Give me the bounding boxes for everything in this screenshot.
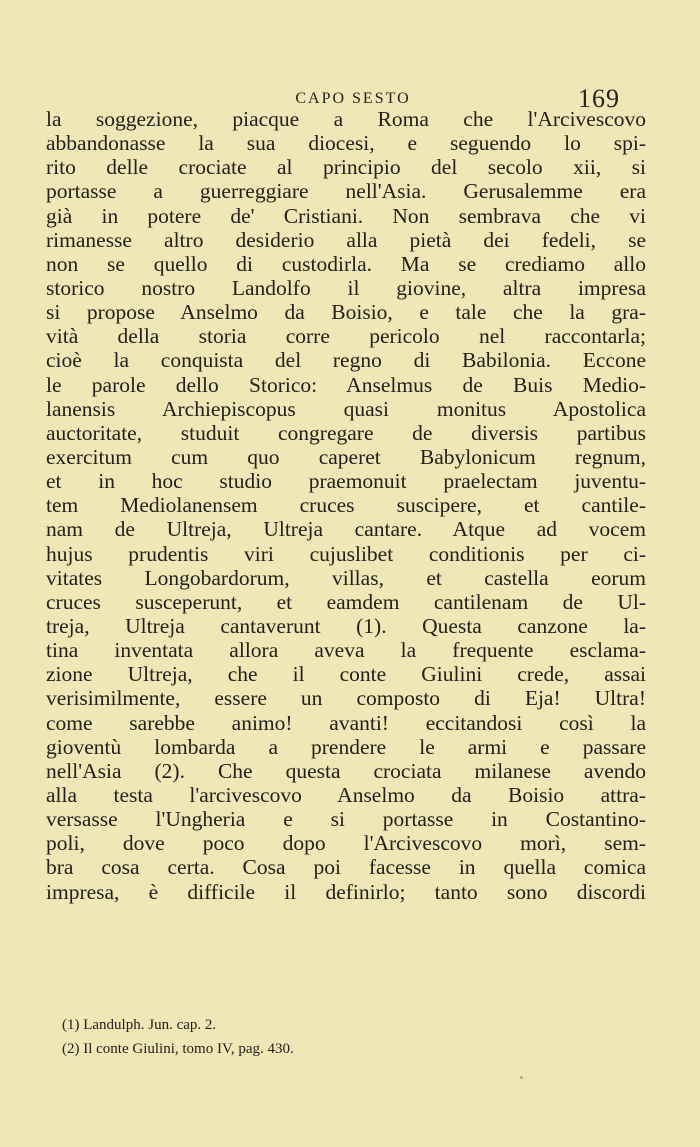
text-line: cioè la conquista del regno di Babilonia. Eccone (46, 348, 646, 373)
text-line: zione Ultreja, che il conte Giulini crede, assai (46, 662, 646, 687)
text-line: storico nostro Landolfo il giovine, altra impresa (46, 275, 646, 300)
text-line: treja, Ultreja cantaverunt (1). Questa canzone la- (46, 613, 646, 638)
body-text (46, 107, 646, 904)
text-line: già in potere de' Cristiani. Non sembrava che vi (46, 203, 646, 228)
text-line: tina inventata allora aveva la frequente esclama- (46, 638, 646, 663)
text-line: non se quello di custodirla. Ma se crediamo allo (46, 251, 646, 276)
footnote: (2) Il conte Giulini, tomo IV, pag. 430. (62, 1041, 294, 1057)
text-line: lanensis Archiepiscopus quasi monitus Apostolica (46, 396, 646, 421)
text-line: verisimilmente, essere un composto di Eja! Ultra! (46, 686, 646, 711)
text-line: poli, dove poco dopo l'Arcivescovo morì, sem- (46, 831, 646, 856)
footnote: (1) Landulph. Jun. cap. 2. (62, 1017, 217, 1033)
text-line: alla testa l'arcivescovo Anselmo da Boisio attra- (46, 782, 646, 807)
text-line: rimanesse altro desiderio alla pietà dei fedeli, se (46, 227, 646, 252)
text-line: la soggezione, piacque a Roma che l'Arcivescovo (46, 107, 646, 131)
text-line: versasse l'Ungheria e si portasse in Costantino- (46, 807, 646, 832)
text-line: cruces susceperunt, et eamdem cantilenam de Ul- (46, 589, 646, 614)
text-line: le parole dello Storico: Anselmus de Buis Medio- (46, 372, 646, 397)
text-line: tem Mediolanensem cruces suscipere, et cantile- (46, 493, 646, 518)
paper-speck (520, 1076, 523, 1079)
text-line: rito delle crociate al principio del secolo xii, si (46, 155, 646, 180)
text-line: bra cosa certa. Cosa poi facesse in quella comica (46, 855, 646, 880)
text-line: gioventù lombarda a prendere le armi e passare (46, 734, 646, 759)
text-line: exercitum cum quo caperet Babylonicum regnum, (46, 444, 646, 469)
text-line: auctoritate, studuit congregare de diversis partibus (46, 420, 646, 445)
text-line: nell'Asia (2). Che questa crociata milanese avendo (46, 758, 646, 783)
text-line: nam de Ultreja, Ultreja cantare. Atque ad vocem (46, 517, 646, 542)
text-line: hujus prudentis viri cujuslibet conditionis per ci- (46, 541, 646, 566)
footnotes (62, 1013, 622, 1061)
text-line: vitates Longobardorum, villas, et castella eorum (46, 565, 646, 590)
text-line: come sarebbe animo! avanti! eccitandosi così la (46, 710, 646, 735)
page-number: 169 (578, 84, 620, 113)
running-title: CAPO SESTO (295, 90, 411, 107)
text-line: vità della storia corre pericolo nel raccontarla; (46, 324, 646, 349)
text-line: abbandonasse la sua diocesi, e seguendo lo spi- (46, 131, 646, 156)
text-line: et in hoc studio praemonuit praelectam juventu- (46, 469, 646, 494)
text-line: si propose Anselmo da Boisio, e tale che la gra- (46, 300, 646, 325)
text-line: impresa, è difficile il definirlo; tanto sono discordi (46, 879, 646, 904)
text-line: portasse a guerreggiare nell'Asia. Gerusalemme era (46, 179, 646, 204)
